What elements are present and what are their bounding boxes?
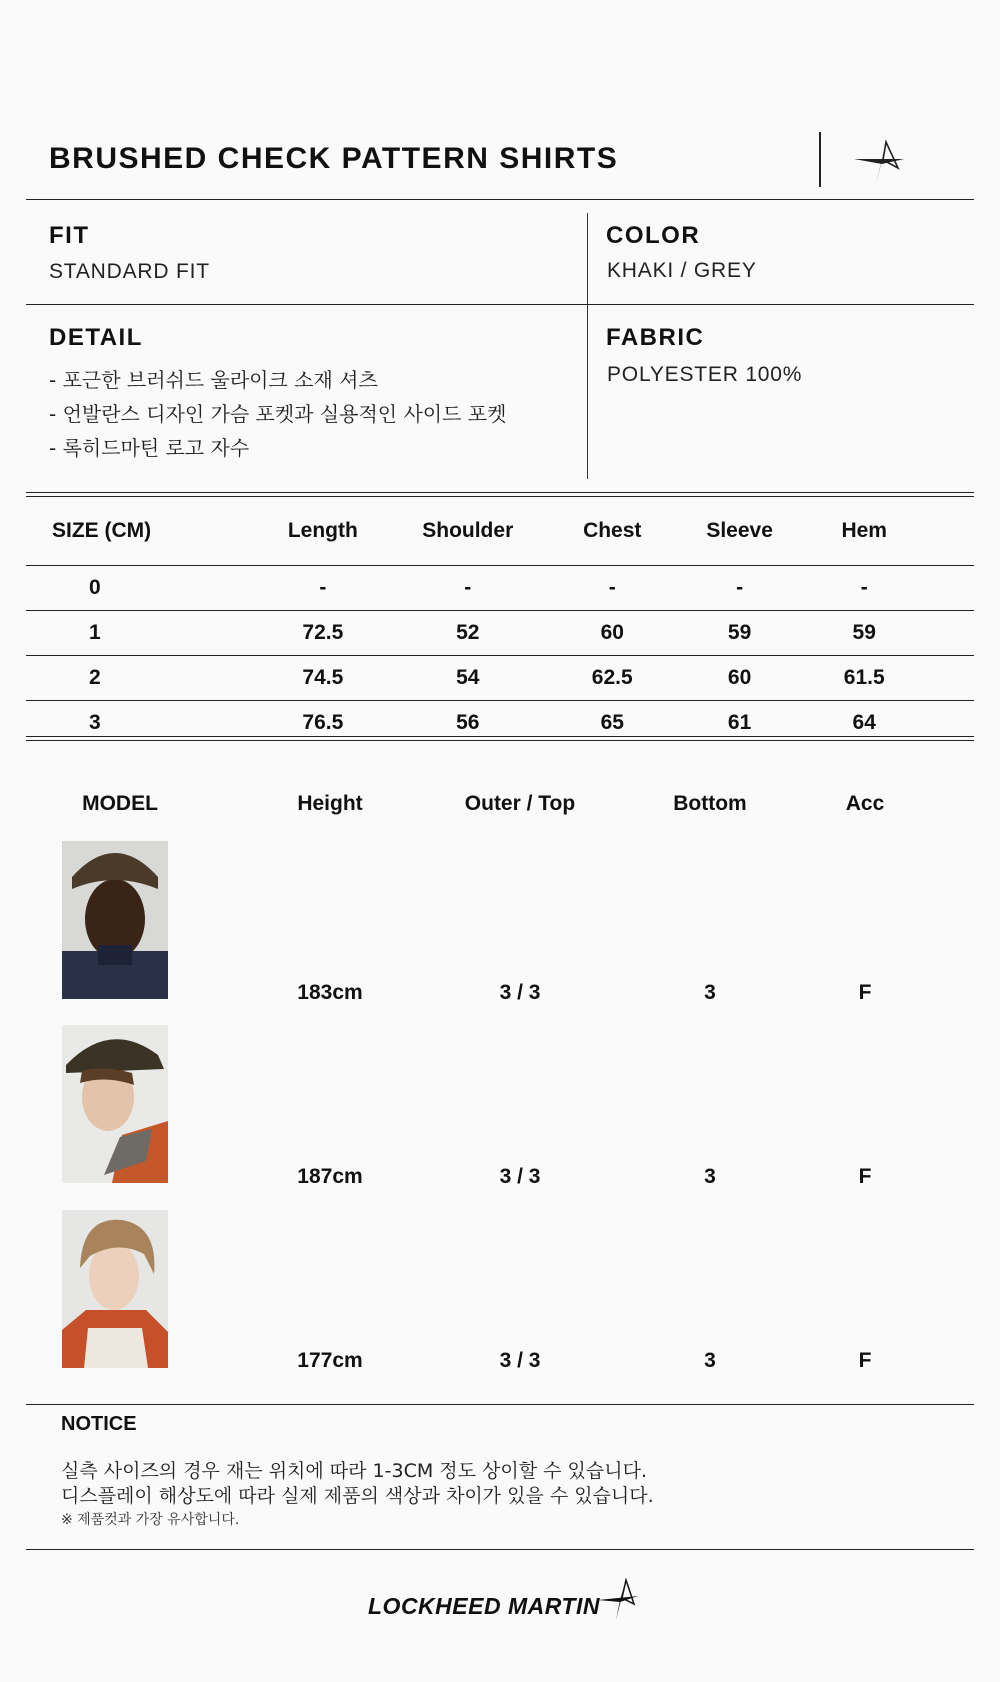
fabric-label: FABRIC bbox=[606, 324, 705, 351]
model-outer-top: 3 / 3 bbox=[499, 1165, 541, 1188]
height-header: Height bbox=[297, 792, 363, 815]
detail-line: - 록히드마틴 로고 자수 bbox=[49, 436, 250, 460]
page-title: BRUSHED CHECK PATTERN SHIRTS bbox=[49, 142, 619, 175]
model-outer-top: 3 / 3 bbox=[499, 981, 541, 1004]
divider bbox=[26, 304, 974, 305]
divider bbox=[26, 199, 974, 200]
table-cell: 65 bbox=[542, 701, 683, 746]
column-divider bbox=[587, 213, 588, 479]
acc-header: Acc bbox=[845, 792, 885, 815]
divider bbox=[26, 492, 974, 493]
table-cell: 59 bbox=[796, 611, 974, 656]
table-cell: 59 bbox=[683, 611, 797, 656]
color-value: KHAKI / GREY bbox=[607, 259, 757, 282]
table-cell: 2 bbox=[26, 656, 252, 701]
model-acc: F bbox=[858, 1349, 872, 1372]
size-table-header bbox=[26, 497, 974, 566]
sleeve-header: Sleeve bbox=[706, 519, 773, 542]
size-header: SIZE (CM) bbox=[52, 519, 152, 542]
table-cell: 3 bbox=[26, 701, 252, 746]
table-cell: 54 bbox=[394, 656, 542, 701]
table-cell: 62.5 bbox=[542, 656, 683, 701]
notice-line: 디스플레이 해상도에 따라 실제 제품의 색상과 차이가 있을 수 있습니다. bbox=[61, 1485, 654, 1507]
chest-header: Chest bbox=[583, 519, 642, 542]
table-cell: - bbox=[394, 566, 542, 611]
table-cell: 0 bbox=[26, 566, 252, 611]
table-row bbox=[26, 656, 974, 701]
table-cell: - bbox=[542, 566, 683, 611]
table-cell: 61 bbox=[683, 701, 797, 746]
model-acc: F bbox=[858, 1165, 872, 1188]
outer-top-header: Outer / Top bbox=[464, 792, 576, 815]
fit-value: STANDARD FIT bbox=[49, 260, 210, 283]
model-photo bbox=[62, 841, 168, 999]
table-cell: 64 bbox=[796, 701, 974, 746]
notice-line: 실측 사이즈의 경우 재는 위치에 따라 1-3CM 정도 상이할 수 있습니다. bbox=[61, 1460, 647, 1482]
table-cell: 76.5 bbox=[252, 701, 394, 746]
notice-small: ※ 제품컷과 가장 유사합니다. bbox=[61, 1512, 240, 1528]
table-cell: - bbox=[252, 566, 394, 611]
model-bottom: 3 bbox=[704, 1165, 716, 1188]
model-height: 187cm bbox=[297, 1165, 363, 1188]
table-cell: 74.5 bbox=[252, 656, 394, 701]
model-bottom: 3 bbox=[704, 981, 716, 1004]
table-cell: 72.5 bbox=[252, 611, 394, 656]
model-height: 177cm bbox=[297, 1349, 363, 1372]
hem-header: Hem bbox=[841, 519, 887, 542]
color-label: COLOR bbox=[606, 222, 701, 249]
star-logo-icon bbox=[598, 1578, 640, 1622]
notice-label: NOTICE bbox=[61, 1413, 137, 1435]
divider bbox=[26, 1549, 974, 1550]
divider bbox=[26, 740, 974, 741]
fabric-value: POLYESTER 100% bbox=[607, 363, 803, 386]
bottom-header: Bottom bbox=[673, 792, 747, 815]
model-header: MODEL bbox=[82, 792, 158, 815]
model-photo bbox=[62, 1025, 168, 1183]
header-divider bbox=[819, 132, 821, 187]
divider bbox=[26, 1404, 974, 1405]
model-outer-top: 3 / 3 bbox=[499, 1349, 541, 1372]
table-cell: 56 bbox=[394, 701, 542, 746]
table-cell: 61.5 bbox=[796, 656, 974, 701]
model-photo bbox=[62, 1210, 168, 1368]
table-cell: 60 bbox=[542, 611, 683, 656]
table-cell: - bbox=[796, 566, 974, 611]
table-cell: 1 bbox=[26, 611, 252, 656]
table-row bbox=[26, 701, 974, 746]
fit-label: FIT bbox=[49, 222, 90, 249]
star-logo-icon bbox=[852, 138, 908, 186]
model-acc: F bbox=[858, 981, 872, 1004]
divider bbox=[26, 736, 974, 737]
table-cell: 52 bbox=[394, 611, 542, 656]
model-height: 183cm bbox=[297, 981, 363, 1004]
size-table bbox=[26, 497, 974, 745]
brand-logo-text: LOCKHEED MARTIN bbox=[368, 1593, 600, 1619]
model-bottom: 3 bbox=[704, 1349, 716, 1372]
table-row bbox=[26, 566, 974, 611]
table-cell: - bbox=[683, 566, 797, 611]
detail-line: - 포근한 브러쉬드 울라이크 소재 셔츠 bbox=[49, 368, 378, 392]
table-row bbox=[26, 611, 974, 656]
detail-line: - 언발란스 디자인 가슴 포켓과 실용적인 사이드 포켓 bbox=[49, 402, 507, 426]
length-header: Length bbox=[287, 519, 358, 542]
table-cell: 60 bbox=[683, 656, 797, 701]
shoulder-header: Shoulder bbox=[422, 519, 514, 542]
detail-label: DETAIL bbox=[49, 324, 143, 351]
